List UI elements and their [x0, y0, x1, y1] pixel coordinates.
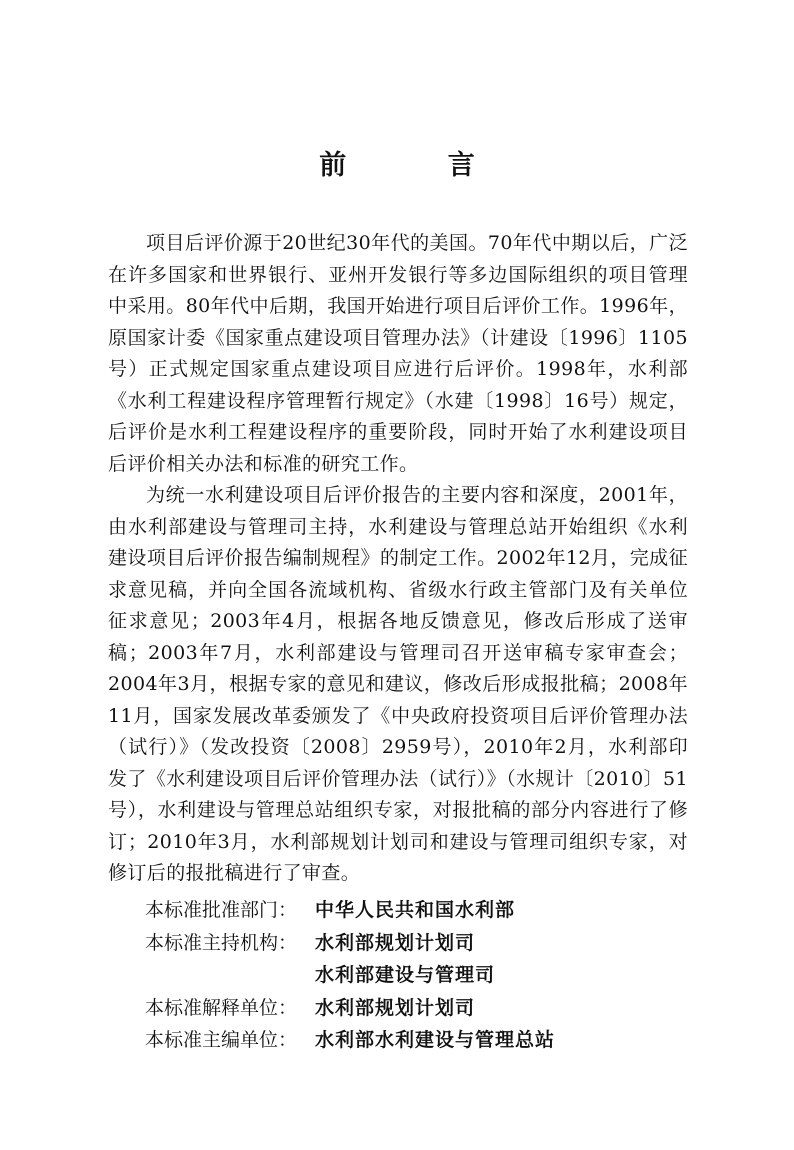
credit-label: 本标准主持机构： [145, 931, 298, 954]
credit-value: 水利部规划计划司 [315, 996, 476, 1019]
foreword-body [108, 228, 688, 890]
credit-value: 中华人民共和国水利部 [315, 899, 516, 921]
standard-credits [145, 894, 705, 1057]
paragraph-drafting-process: 为统一水利建设项目后评价报告的主要内容和深度，2001年，由水利部建设与管理司主持，水利建设与管理总站开始组织《水利建设项目后评价报告编制规程》的制定工作。2002年12月，完成征求意见稿，并向全国各流域机构、省级水行政主管部门及有关单位征求意见；2003年4月，根据各地反馈意见，修改后形成了送审稿；2003年7月，水利部建设与管理司召开送审稿专家审查会；2004年3月，根据专家的意见和建议，修改后形成报批稿；2008年11月，国家发展改革委颁发了《中央政府投资项目后评价管理办法（试行）》（发改投资〔2008〕2959号），2010年2月，水利部印发了《水利建设项目后评价管理办法（试行）》（水规计〔2010〕51号），水利建设与管理总站组织专家，对报批稿的部分内容进行了修订；2010年3月，水利部规划计划司和建设与管理司组织专家，对修订后的报批稿进行了审查。 [108, 484, 688, 884]
credit-row-chief-editor [145, 1024, 705, 1057]
credit-label: 本标准批准部门： [145, 899, 298, 921]
credit-label: 本标准解释单位： [145, 996, 298, 1019]
paragraph-history: 项目后评价源于20世纪30年代的美国。70年代中期以后，广泛在许多国家和世界银行、亚州开发银行等多边国际组织的项目管理中采用。80年代中后期，我国开始进行项目后评价工作。1996年，原国家计委《国家重点建设项目管理办法》（计建设〔1996〕1105号）正式规定国家重点建设项目应进行后评价。1998年，水利部《水利工程建设程序管理暂行规定》（水建〔1998〕16号）规定，后评价是水利工程建设程序的重要阶段，同时开始了水利建设项目后评价相关办法和标准的研究工作。 [108, 232, 688, 475]
credit-label [145, 959, 315, 992]
credit-row-host [145, 927, 705, 960]
page-title: 前 言 [319, 150, 521, 181]
credit-row-approval [145, 894, 705, 927]
credit-value: 水利部建设与管理司 [315, 964, 496, 986]
credit-value: 水利部水利建设与管理总站 [315, 1029, 556, 1051]
credit-value: 水利部规划计划司 [315, 931, 476, 954]
credit-label: 本标准主编单位： [145, 1029, 298, 1051]
credit-row-host-second [145, 959, 705, 992]
credit-row-interpretation [145, 992, 705, 1025]
